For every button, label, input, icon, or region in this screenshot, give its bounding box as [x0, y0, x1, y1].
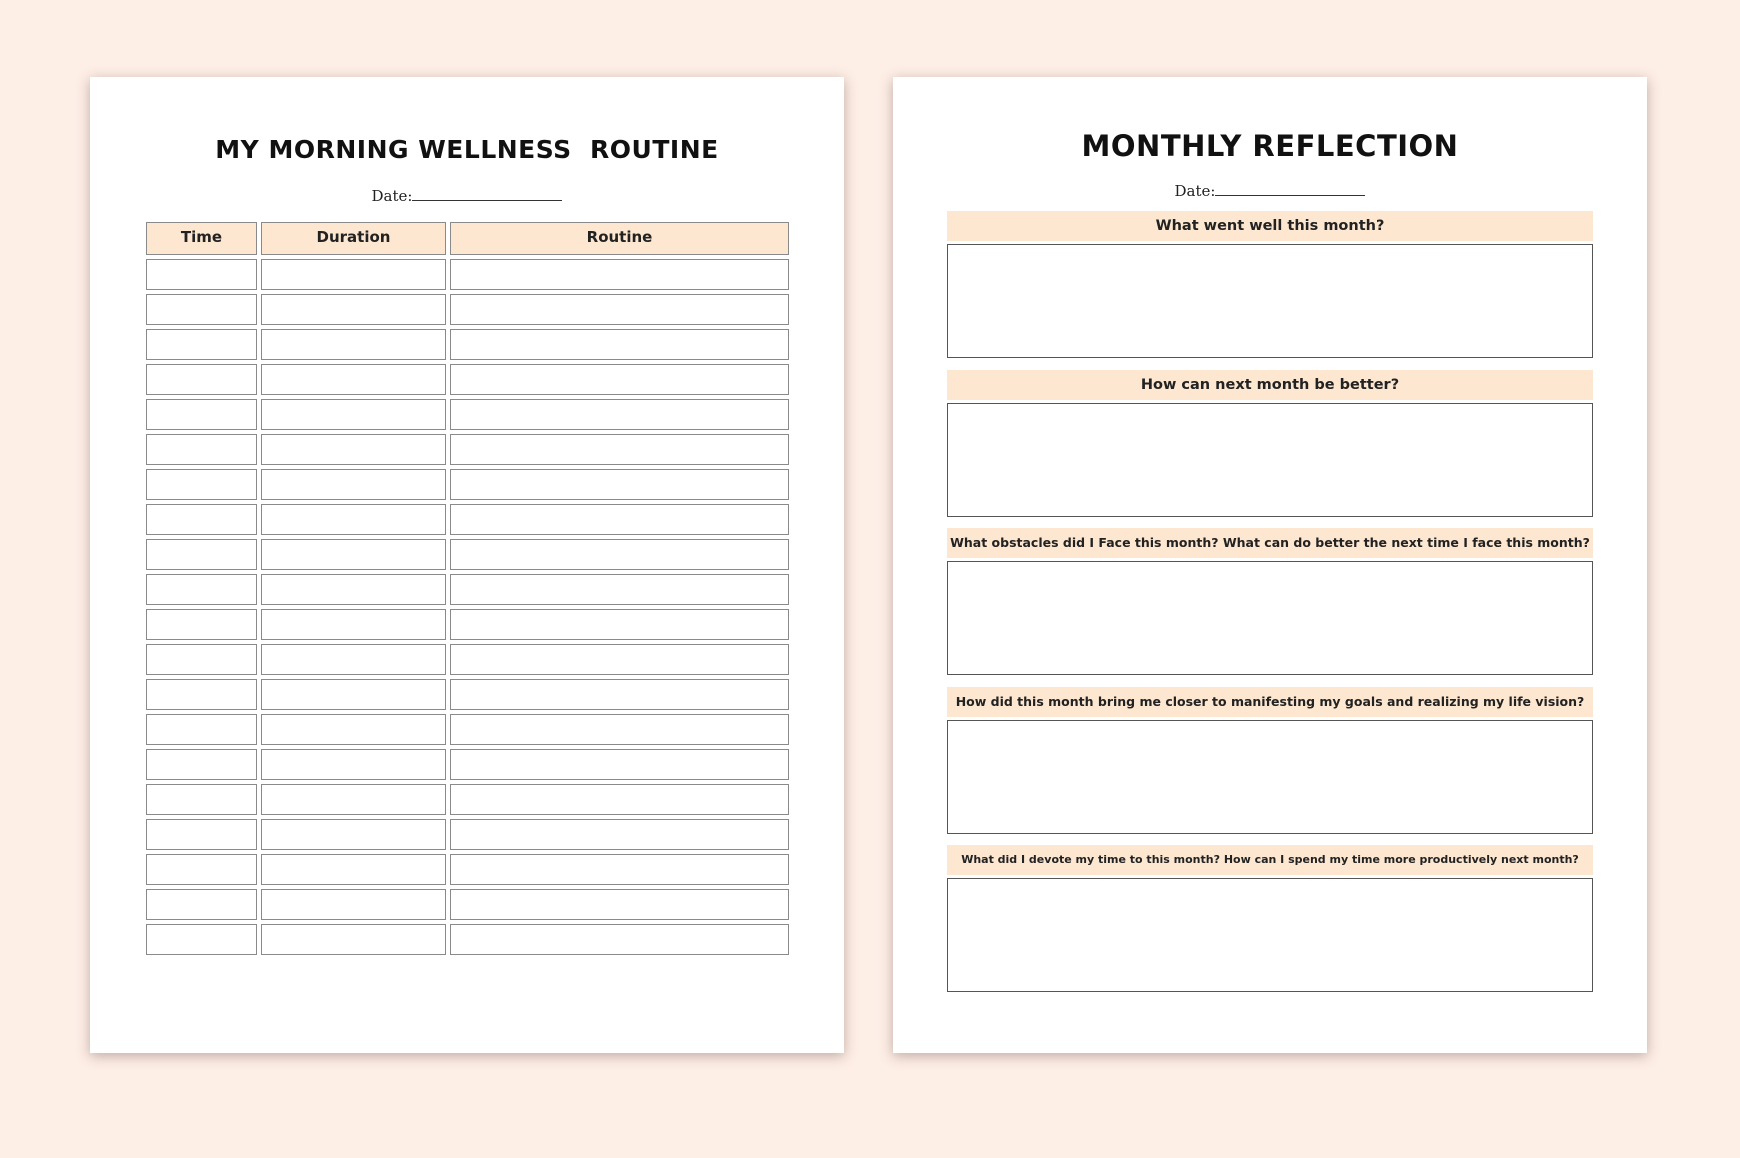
reflection-question: What obstacles did I Face this month? What can do better the next time I face this month? — [947, 528, 1593, 558]
table-row — [146, 749, 789, 780]
routine-cell[interactable] — [450, 294, 789, 325]
reflection-question: How did this month bring me closer to manifesting my goals and realizing my life vision? — [947, 687, 1593, 717]
reflection-question: What went well this month? — [947, 211, 1593, 241]
routine-cell[interactable] — [450, 749, 789, 780]
table-row — [146, 714, 789, 745]
date-label: Date: — [371, 187, 413, 205]
table-row — [146, 539, 789, 570]
duration-cell[interactable] — [261, 434, 446, 465]
routine-cell[interactable] — [450, 924, 789, 955]
duration-cell[interactable] — [261, 574, 446, 605]
duration-cell[interactable] — [261, 924, 446, 955]
duration-cell[interactable] — [261, 294, 446, 325]
time-cell[interactable] — [146, 329, 257, 360]
time-cell[interactable] — [146, 819, 257, 850]
routine-cell[interactable] — [450, 399, 789, 430]
table-row — [146, 574, 789, 605]
routine-cell[interactable] — [450, 539, 789, 570]
reflection-section — [947, 687, 1593, 834]
time-cell[interactable] — [146, 434, 257, 465]
routine-cell[interactable] — [450, 679, 789, 710]
routine-cell[interactable] — [450, 609, 789, 640]
routine-cell[interactable] — [450, 574, 789, 605]
table-row — [146, 434, 789, 465]
reflection-section — [947, 370, 1593, 517]
reflection-answer-box[interactable] — [947, 403, 1593, 517]
table-row — [146, 399, 789, 430]
routine-cell[interactable] — [450, 854, 789, 885]
reflection-answer-box[interactable] — [947, 244, 1593, 358]
routine-cell[interactable] — [450, 259, 789, 290]
date-field — [893, 182, 1647, 200]
header-routine: Routine — [450, 222, 789, 255]
table-row — [146, 784, 789, 815]
reflection-question: What did I devote my time to this month? How can I spend my time more productively next month? — [947, 845, 1593, 875]
time-cell[interactable] — [146, 784, 257, 815]
time-cell[interactable] — [146, 609, 257, 640]
routine-cell[interactable] — [450, 504, 789, 535]
reflection-section — [947, 845, 1593, 992]
routine-cell[interactable] — [450, 434, 789, 465]
time-cell[interactable] — [146, 749, 257, 780]
duration-cell[interactable] — [261, 889, 446, 920]
time-cell[interactable] — [146, 644, 257, 675]
time-cell[interactable] — [146, 714, 257, 745]
time-cell[interactable] — [146, 854, 257, 885]
time-cell[interactable] — [146, 924, 257, 955]
table-row — [146, 889, 789, 920]
duration-cell[interactable] — [261, 679, 446, 710]
reflection-section — [947, 528, 1593, 675]
routine-cell[interactable] — [450, 469, 789, 500]
time-cell[interactable] — [146, 574, 257, 605]
routine-cell[interactable] — [450, 889, 789, 920]
table-header-row — [146, 222, 789, 255]
table-row — [146, 504, 789, 535]
table-row — [146, 854, 789, 885]
routine-cell[interactable] — [450, 644, 789, 675]
time-cell[interactable] — [146, 399, 257, 430]
time-cell[interactable] — [146, 364, 257, 395]
time-cell[interactable] — [146, 504, 257, 535]
time-cell[interactable] — [146, 889, 257, 920]
duration-cell[interactable] — [261, 819, 446, 850]
time-cell[interactable] — [146, 539, 257, 570]
monthly-reflection-page — [893, 77, 1647, 1053]
date-blank-line[interactable] — [412, 188, 562, 201]
table-row — [146, 294, 789, 325]
duration-cell[interactable] — [261, 644, 446, 675]
duration-cell[interactable] — [261, 399, 446, 430]
duration-cell[interactable] — [261, 784, 446, 815]
table-row — [146, 924, 789, 955]
table-row — [146, 609, 789, 640]
duration-cell[interactable] — [261, 364, 446, 395]
date-blank-line[interactable] — [1215, 183, 1365, 196]
reflection-answer-box[interactable] — [947, 878, 1593, 992]
routine-table — [146, 222, 789, 959]
routine-cell[interactable] — [450, 364, 789, 395]
duration-cell[interactable] — [261, 329, 446, 360]
table-row — [146, 819, 789, 850]
table-row — [146, 329, 789, 360]
reflection-question: How can next month be better? — [947, 370, 1593, 400]
header-time: Time — [146, 222, 257, 255]
duration-cell[interactable] — [261, 259, 446, 290]
page-title: MY MORNING WELLNESS ROUTINE — [215, 135, 719, 164]
page-title: MONTHLY REFLECTION — [1081, 129, 1459, 163]
table-row — [146, 364, 789, 395]
duration-cell[interactable] — [261, 749, 446, 780]
routine-cell[interactable] — [450, 819, 789, 850]
routine-cell[interactable] — [450, 784, 789, 815]
header-duration: Duration — [261, 222, 446, 255]
reflection-section — [947, 211, 1593, 358]
duration-cell[interactable] — [261, 469, 446, 500]
duration-cell[interactable] — [261, 854, 446, 885]
table-row — [146, 644, 789, 675]
table-row — [146, 679, 789, 710]
duration-cell[interactable] — [261, 504, 446, 535]
time-cell[interactable] — [146, 679, 257, 710]
time-cell[interactable] — [146, 469, 257, 500]
routine-cell[interactable] — [450, 714, 789, 745]
morning-routine-page — [90, 77, 844, 1053]
table-row — [146, 469, 789, 500]
routine-cell[interactable] — [450, 329, 789, 360]
duration-cell[interactable] — [261, 609, 446, 640]
time-cell[interactable] — [146, 259, 257, 290]
date-label: Date: — [1174, 182, 1216, 200]
duration-cell[interactable] — [261, 539, 446, 570]
duration-cell[interactable] — [261, 714, 446, 745]
date-field — [90, 187, 844, 205]
time-cell[interactable] — [146, 294, 257, 325]
reflection-answer-box[interactable] — [947, 720, 1593, 834]
reflection-answer-box[interactable] — [947, 561, 1593, 675]
table-row — [146, 259, 789, 290]
